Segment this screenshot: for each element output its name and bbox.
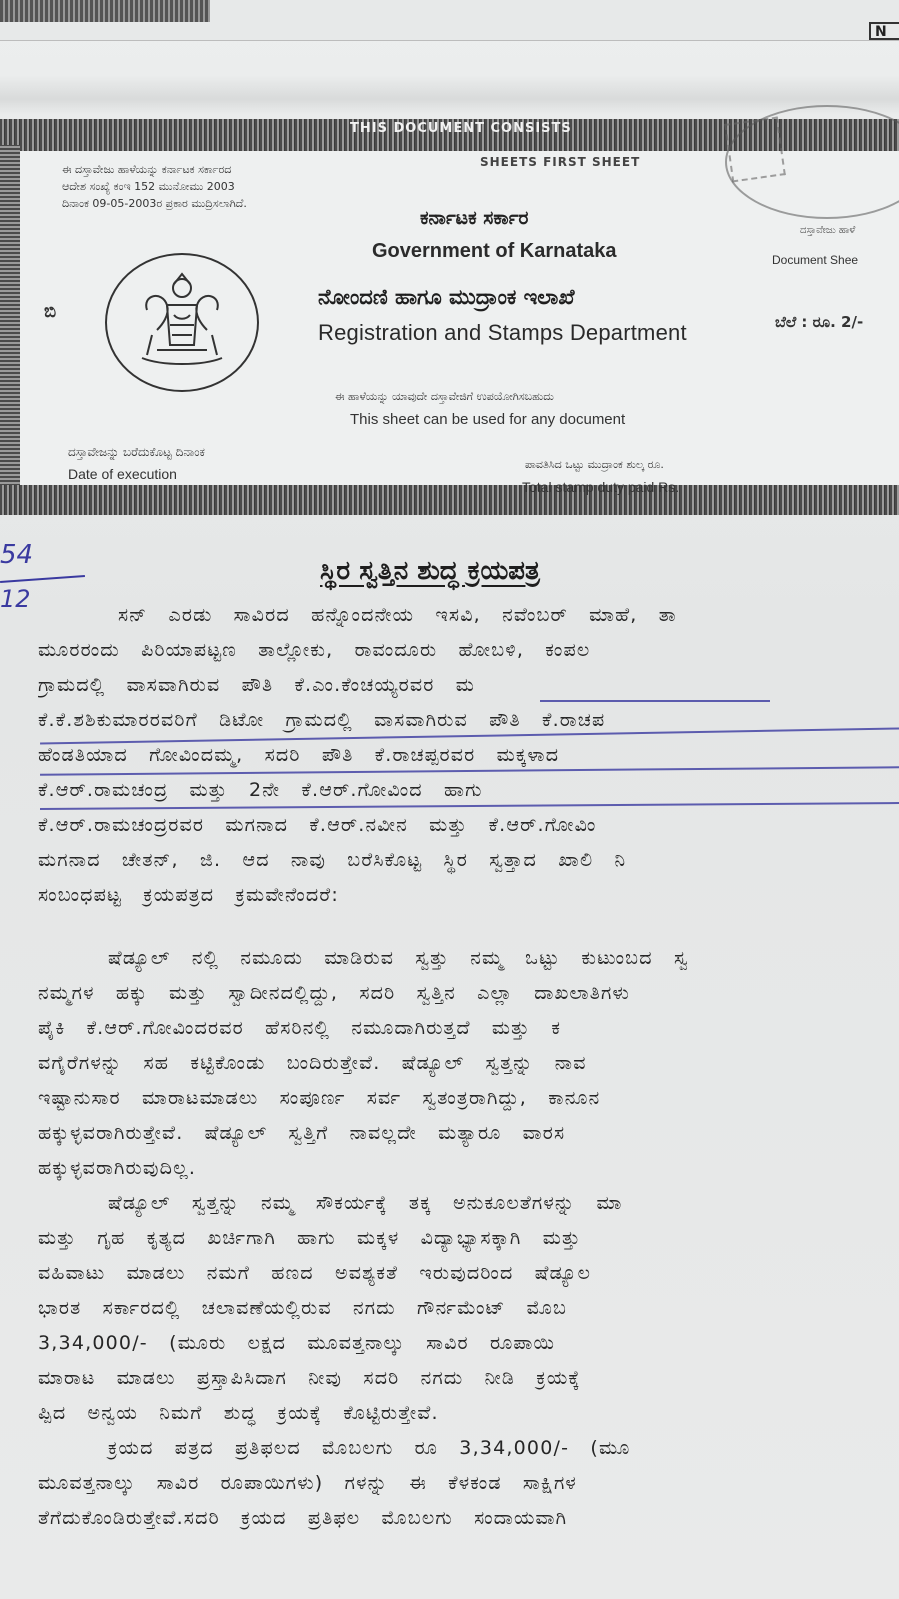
deed-title: ಸ್ಥಿರ ಸ್ವತ್ತಿನ ಶುದ್ಧ ಕ್ರಯಪತ್ರ: [320, 556, 540, 586]
deed-line: ಹೆಂಡತಿಯಾದ ಗೋವಿಂದಮ್ಮ, ಸದರಿ ಪೌತಿ ಕೆ.ರಾಚಪ್ಪರವರ ಮಕ್ಕಳಾದ: [38, 744, 560, 766]
deed-line: ಕೆ.ಆರ್.ರಾಮಚಂದ್ರರವರ ಮಗನಾದ ಕೆ.ಆರ್.ನವೀನ ಮತ್ತು ಕೆ.ಆರ್.ಗೋವಿಂ: [38, 814, 597, 836]
sheets-first-text: SHEETS FIRST SHEET: [480, 155, 641, 169]
handwritten-note: 12: [0, 585, 31, 613]
series-letter: ಬಿ: [44, 301, 57, 322]
notice-line: ಈ ದಸ್ತಾವೇಜು ಹಾಳೆಯನ್ನು ಕರ್ನಾಟಕ ಸರ್ಕಾರದ: [62, 163, 232, 176]
price-label: ಬೆಲೆ : ರೂ. 2/-: [775, 313, 864, 331]
doc-consists-text: THIS DOCUMENT CONSISTS: [350, 121, 572, 136]
deed-line: ಕೆ.ಆರ್.ರಾಮಚಂದ್ರ ಮತ್ತು 2ನೇ ಕೆ.ಆರ್.ಗೋವಿಂದ ಹಾಗು: [38, 779, 483, 801]
printing-notice: [62, 161, 352, 212]
notice-line: ದಿನಾಂಕ 09-05-2003ರ ಪ್ರಕಾರ ಮುದ್ರಿಸಲಾಗಿದೆ.: [62, 197, 247, 210]
deed-line: ಕೆ.ಕೆ.ಶಶಿಕುಮಾರರವರಿಗೆ ಡಿಟೋ ಗ್ರಾಮದಲ್ಲಿ ವಾಸವಾಗಿರುವ ಪೌತಿ ಕೆ.ರಾಚಪ: [38, 709, 606, 731]
notice-line: ಆದೇಶ ಸಂಖ್ಯೆ ಕಂಇ 152 ಮುನೋಮು 2003: [62, 180, 235, 193]
deed-line: ಮೂವತ್ತನಾಲ್ಕು ಸಾವಿರ ರೂಪಾಯಿಗಳು) ಗಳನ್ನು ಈ ಕೆಳಕಂಡ ಸಾಕ್ಷಿಗಳ: [38, 1472, 577, 1494]
deed-line: ಗ್ರಾಮದಲ್ಲಿ ವಾಸವಾಗಿರುವ ಪೌತಿ ಕೆ.ಎಂ.ಕೆಂಚಯ್ಯರವರ ಮ: [38, 674, 476, 696]
deed-line: 3,34,000/- (ಮೂರು ಲಕ್ಷದ ಮೂವತ್ತನಾಲ್ಕು ಸಾವಿರ ರೂಪಾಯಿ: [38, 1332, 556, 1354]
stamp-border-bottom: [0, 485, 899, 515]
execution-date-label-kn: ದಸ್ತಾವೇಜನ್ನು ಬರೆದುಕೊಟ್ಟ ದಿನಾಂಕ: [68, 445, 205, 459]
deed-line: ಷೆಡ್ಯೂಲ್ ಸ್ವತ್ತನ್ನು ನಮ್ಮ ಸೌಕರ್ಯಕ್ಕೆ ತಕ್ಕ ಅನುಕೂಲತೆಗಳನ್ನು ಮಾ: [108, 1192, 623, 1214]
government-title-kn: ಕರ್ನಾಟಕ ಸರ್ಕಾರ: [420, 207, 529, 229]
deed-line: ನಮ್ಮಗಳ ಹಕ್ಕು ಮತ್ತು ಸ್ವಾದೀನದಲ್ಲಿದ್ದು, ಸದರಿ ಸ್ವತ್ತಿನ ಎಲ್ಲಾ ದಾಖಲಾತಿಗಳು: [38, 982, 631, 1004]
deed-line: ಪ್ಪಿದ ಅನ್ವಯ ನಿಮಗೆ ಶುದ್ಧ ಕ್ರಯಕ್ಕೆ ಕೊಟ್ಟಿರುತ್ತೇವೆ.: [38, 1402, 439, 1424]
previous-sheet-strip: [0, 0, 899, 41]
usage-note-kn: ಈ ಹಾಳೆಯನ್ನು ಯಾವುದೇ ದಸ್ತಾವೇಜಿಗೆ ಉಪಯೋಗಿಸಬಹುದು: [335, 390, 554, 403]
deed-line: ಹಕ್ಕುಳ್ಳವರಾಗಿರುವುದಿಲ್ಲ.: [38, 1157, 197, 1179]
department-title-kn: ನೋಂದಣಿ ಹಾಗೂ ಮುದ್ರಾಂಕ ಇಲಾಖೆ: [318, 285, 575, 309]
stamp-border-left: [0, 145, 20, 490]
deed-line: ತೆಗೆದುಕೊಂಡಿರುತ್ತೇವೆ.ಸದರಿ ಕ್ರಯದ ಪ್ರತಿಫಲ ಮೊಬಲಗು ಸಂದಾಯವಾಗಿ: [38, 1507, 568, 1529]
sheet-letter: N: [869, 22, 899, 40]
handwritten-underline: [0, 575, 85, 583]
document-sheet-label-kn: ದಸ್ತಾವೇಜು ಹಾಳೆ: [800, 225, 856, 236]
deed-line: ಮಾರಾಟ ಮಾಡಲು ಪ್ರಸ್ತಾಪಿಸಿದಾಗ ನೀವು ಸದರಿ ನಗದು ನೀಡಿ ಕ್ರಯಕ್ಕೆ: [38, 1367, 581, 1389]
paper-fold-shadow: [0, 75, 899, 115]
department-title-en: Registration and Stamps Department: [318, 320, 687, 345]
deed-line: ಮೂರರಂದು ಪಿರಿಯಾಪಟ್ಟಣ ತಾಲ್ಲೋಕು, ರಾವಂದೂರು ಹೋಬಳಿ, ಕಂಪಲ: [38, 639, 591, 661]
office-stamp-icon: [724, 117, 786, 183]
deed-line: ಷೆಡ್ಯೂಲ್ ನಲ್ಲಿ ನಮೂದು ಮಾಡಿರುವ ಸ್ವತ್ತು ನಮ್ಮ ಒಟ್ಟು ಕುಟುಂಬದ ಸ್ವ: [108, 947, 689, 969]
stamp-paper-header: [0, 115, 899, 525]
stamp-duty-label-kn: ಪಾವತಿಸಿದ ಒಟ್ಟು ಮುದ್ರಾಂಕ ಶುಲ್ಕ ರೂ.: [525, 458, 664, 471]
government-title-en: Government of Karnataka: [372, 240, 617, 262]
deed-line: ಮತ್ತು ಗೃಹ ಕೃತ್ಯದ ಖರ್ಚಿಗಾಗಿ ಹಾಗು ಮಕ್ಕಳ ವಿದ್ಯಾಭ್ಯಾಸಕ್ಕಾಗಿ ಮತ್ತು: [38, 1227, 581, 1249]
deed-line: ಇಷ್ಟಾನುಸಾರ ಮಾರಾಟಮಾಡಲು ಸಂಪೂರ್ಣ ಸರ್ವ ಸ್ವತಂತ್ರರಾಗಿದ್ದು, ಕಾನೂನ: [38, 1087, 601, 1109]
deed-line: ಹಕ್ಕುಳ್ಳವರಾಗಿರುತ್ತೇವೆ. ಷೆಡ್ಯೂಲ್ ಸ್ವತ್ತಿಗೆ ನಾವಲ್ಲದೇ ಮತ್ಯಾರೂ ವಾರಸ: [38, 1122, 566, 1144]
deed-line: ಸನ್ ಎರಡು ಸಾವಿರದ ಹನ್ನೊಂದನೇಯ ಇಸವಿ, ನವೆಂಬರ್ ಮಾಹೆ, ತಾ: [118, 604, 677, 626]
deed-line: ಮಗನಾದ ಚೇತನ್, ಜಿ. ಆದ ನಾವು ಬರೆಸಿಕೊಟ್ಟ ಸ್ಥಿರ ಸ್ವತ್ತಾದ ಖಾಲಿ ನಿ: [38, 849, 627, 871]
deed-line: ವಹಿವಾಟು ಮಾಡಲು ನಮಗೆ ಹಣದ ಅವಶ್ಯಕತೆ ಇರುವುದರಿಂದ ಷೆಡ್ಯೂಲ: [38, 1262, 592, 1284]
karnataka-emblem-icon: [105, 253, 259, 392]
handwritten-note: 54: [0, 540, 34, 570]
usage-note-en: This sheet can be used for any document: [350, 411, 626, 428]
deed-line: ವಗೈರೆಗಳನ್ನು ಸಹ ಕಟ್ಟಿಕೊಂಡು ಬಂದಿರುತ್ತೇವೆ. ಷೆಡ್ಯೂಲ್ ಸ್ವತ್ತನ್ನು ನಾವ: [38, 1052, 587, 1074]
stamp-duty-label-en: Total stamp duty paid Rs.: [522, 479, 680, 495]
deed-line: ಕ್ರಯದ ಪತ್ರದ ಪ್ರತಿಫಲದ ಮೊಬಲಗು ರೂ 3,34,000/- (ಮೂ: [108, 1437, 631, 1459]
deed-line: ಸಂಬಂಧಪಟ್ಟ ಕ್ರಯಪತ್ರದ ಕ್ರಮವೇನೆಂದರೆ:: [38, 884, 339, 906]
deed-line: ಭಾರತ ಸರ್ಕಾರದಲ್ಲಿ ಚಲಾವಣೆಯಲ್ಲಿರುವ ನಗದು ಗೌರ್ನಮೆಂಟ್ ಮೊಬ: [38, 1297, 568, 1319]
deed-line: ಪೈಕಿ ಕೆ.ಆರ್.ಗೋವಿಂದರವರ ಹೆಸರಿನಲ್ಲಿ ನಮೂದಾಗಿರುತ್ತದೆ ಮತ್ತು ಕ: [38, 1017, 562, 1039]
document-sheet-label-en: Document Shee: [772, 253, 859, 267]
execution-date-label-en: Date of execution: [68, 466, 177, 482]
border-pattern: [0, 0, 210, 22]
deed-body: [38, 598, 898, 1536]
